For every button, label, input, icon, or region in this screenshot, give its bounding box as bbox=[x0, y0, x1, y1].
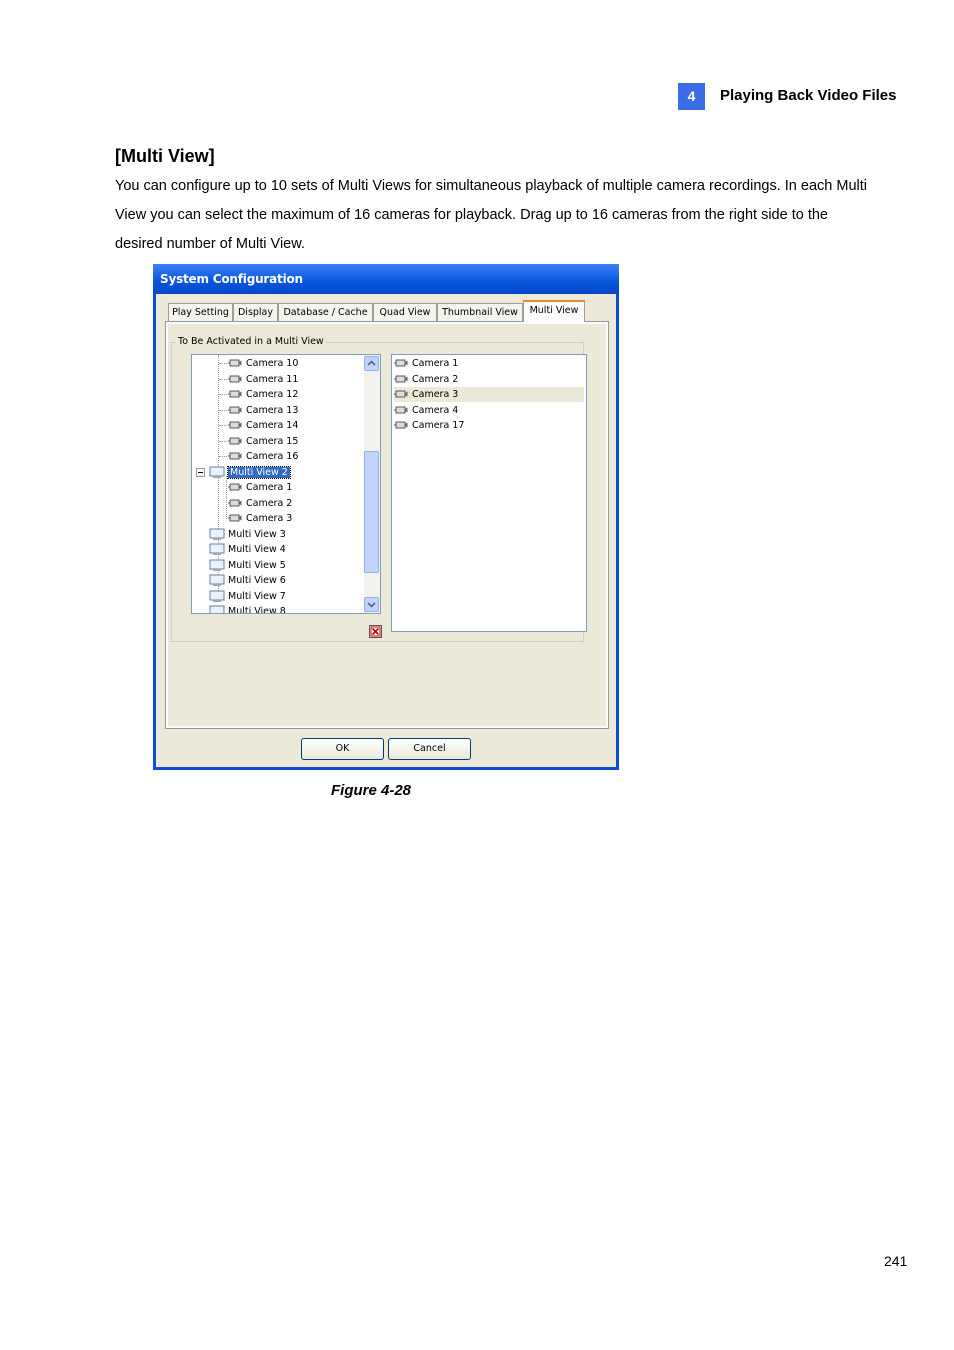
system-configuration-window bbox=[153, 264, 619, 770]
tree-multi-view-item[interactable] bbox=[209, 589, 286, 604]
multi-view-icon bbox=[209, 559, 225, 572]
ok-button[interactable]: OK bbox=[301, 738, 384, 760]
camera-list-label: Camera 2 bbox=[412, 373, 459, 385]
scroll-up-button[interactable] bbox=[364, 356, 379, 371]
delete-button[interactable] bbox=[369, 625, 382, 638]
collapse-toggle[interactable] bbox=[196, 468, 205, 477]
multi-view-icon bbox=[209, 605, 225, 614]
tree-multi-view-selected[interactable] bbox=[209, 465, 290, 480]
tree-camera-item[interactable] bbox=[228, 356, 298, 371]
camera-icon bbox=[394, 406, 408, 415]
chevron-down-icon bbox=[365, 598, 378, 611]
tree-item-label: Camera 12 bbox=[246, 389, 299, 400]
tree-scrollbar[interactable] bbox=[364, 355, 380, 613]
camera-list-item[interactable] bbox=[394, 403, 584, 418]
tree-item-label: Multi View 7 bbox=[228, 590, 286, 602]
tree-camera-item[interactable] bbox=[228, 480, 292, 495]
section-paragraph: You can configure up to 10 sets of Multi Views for simultaneous playback of multiple camera recordings. In each Multi View you can select the maximum of 16 cameras for playback. Drag up to 16 cameras from the right side to the desired number of Multi View. bbox=[115, 178, 867, 252]
page-number: 241 bbox=[884, 1253, 908, 1269]
camera-icon bbox=[394, 390, 408, 399]
section-title: [Multi View] bbox=[115, 146, 215, 166]
camera-icon bbox=[228, 390, 242, 399]
tree-camera-item[interactable] bbox=[228, 511, 292, 526]
camera-list-label: Camera 17 bbox=[412, 420, 465, 431]
tree-branch-line bbox=[219, 410, 227, 411]
tree-item-label: Camera 14 bbox=[246, 420, 299, 431]
camera-list-item[interactable] bbox=[394, 387, 584, 402]
chapter-number-box: 4 bbox=[678, 83, 705, 110]
tree-multi-view-item[interactable] bbox=[209, 542, 286, 557]
scroll-thumb[interactable] bbox=[364, 451, 379, 573]
camera-icon bbox=[228, 421, 242, 430]
tree-branch-line bbox=[219, 394, 227, 395]
tree-vertical-line bbox=[226, 476, 227, 519]
tree-branch-line bbox=[219, 456, 227, 457]
multi-view-icon bbox=[209, 466, 225, 479]
chevron-up-icon bbox=[365, 357, 378, 370]
tree-item-label: Multi View 5 bbox=[228, 559, 286, 571]
tree-item-label: Multi View 3 bbox=[228, 528, 286, 540]
camera-list-label: Camera 3 bbox=[412, 389, 459, 400]
tab-display[interactable]: Display bbox=[233, 303, 278, 321]
tree-multi-view-item[interactable] bbox=[209, 573, 286, 588]
tree-camera-item[interactable] bbox=[228, 387, 298, 402]
multi-view-icon bbox=[209, 590, 225, 603]
camera-icon bbox=[228, 499, 242, 508]
tree-item-label: Multi View 4 bbox=[228, 544, 286, 555]
multi-view-icon bbox=[209, 574, 225, 587]
camera-icon bbox=[394, 359, 408, 368]
tab-quad-view[interactable]: Quad View bbox=[373, 303, 437, 321]
camera-icon bbox=[228, 514, 242, 523]
window-title: System Configuration bbox=[160, 272, 303, 286]
camera-list-item[interactable] bbox=[394, 372, 584, 387]
tree-item-label: Camera 11 bbox=[246, 373, 299, 385]
chapter-title: Playing Back Video Files bbox=[720, 87, 897, 104]
tab-thumbnail-view[interactable]: Thumbnail View bbox=[437, 303, 523, 321]
tab-database-cache[interactable]: Database / Cache bbox=[278, 303, 373, 321]
tree-branch-line bbox=[219, 425, 227, 426]
tab-multi-view[interactable]: Multi View bbox=[523, 300, 585, 322]
tree-item-label: Camera 16 bbox=[246, 451, 299, 462]
camera-icon bbox=[228, 483, 242, 492]
tree-item-label: Camera 2 bbox=[246, 497, 293, 509]
camera-list-item[interactable] bbox=[394, 418, 584, 433]
multi-view-icon bbox=[209, 543, 225, 556]
figure-caption: Figure 4-28 bbox=[331, 782, 412, 799]
scroll-down-button[interactable] bbox=[364, 597, 379, 612]
minus-icon bbox=[198, 472, 203, 473]
camera-icon bbox=[228, 359, 242, 368]
tree-branch-line bbox=[219, 379, 227, 380]
multi-view-icon bbox=[209, 528, 225, 541]
tree-item-label: Camera 3 bbox=[246, 513, 293, 524]
camera-list-item[interactable] bbox=[394, 356, 584, 371]
multi-view-tree[interactable] bbox=[191, 354, 381, 614]
tree-item-label: Camera 13 bbox=[246, 404, 299, 416]
tree-branch-line bbox=[219, 363, 227, 364]
tree-multi-view-item[interactable] bbox=[209, 527, 286, 542]
cancel-button[interactable]: Cancel bbox=[388, 738, 471, 760]
group-label: To Be Activated in a Multi View bbox=[178, 336, 324, 347]
camera-icon bbox=[228, 437, 242, 446]
camera-icon bbox=[394, 421, 408, 430]
tree-item-label: Camera 1 bbox=[246, 482, 293, 493]
camera-icon bbox=[228, 406, 242, 415]
tree-camera-item[interactable] bbox=[228, 449, 298, 464]
tree-camera-item[interactable] bbox=[228, 434, 298, 449]
tree-camera-item[interactable] bbox=[228, 496, 292, 511]
tree-item-label: Camera 10 bbox=[246, 358, 299, 369]
camera-icon bbox=[394, 375, 408, 384]
tree-camera-item[interactable] bbox=[228, 418, 298, 433]
camera-list-label: Camera 4 bbox=[412, 404, 459, 416]
title-bar[interactable] bbox=[153, 264, 619, 294]
camera-list-label: Camera 1 bbox=[412, 358, 459, 369]
camera-list[interactable] bbox=[391, 354, 587, 632]
client-area bbox=[156, 294, 616, 767]
tree-multi-view-item[interactable] bbox=[209, 604, 286, 614]
tree-multi-view-item[interactable] bbox=[209, 558, 286, 573]
delete-icon bbox=[370, 626, 381, 637]
tree-item-label: Multi View 8 bbox=[228, 606, 286, 614]
camera-icon bbox=[228, 452, 242, 461]
tree-branch-line bbox=[219, 441, 227, 442]
tree-item-label: Camera 15 bbox=[246, 435, 299, 447]
camera-icon bbox=[228, 375, 242, 384]
tree-item-label: Multi View 2 bbox=[230, 466, 288, 478]
tree-camera-item[interactable] bbox=[228, 403, 298, 418]
tree-camera-item[interactable] bbox=[228, 372, 298, 387]
tree-item-label: Multi View 6 bbox=[228, 575, 286, 586]
tab-play-setting[interactable]: Play Setting bbox=[168, 303, 233, 321]
